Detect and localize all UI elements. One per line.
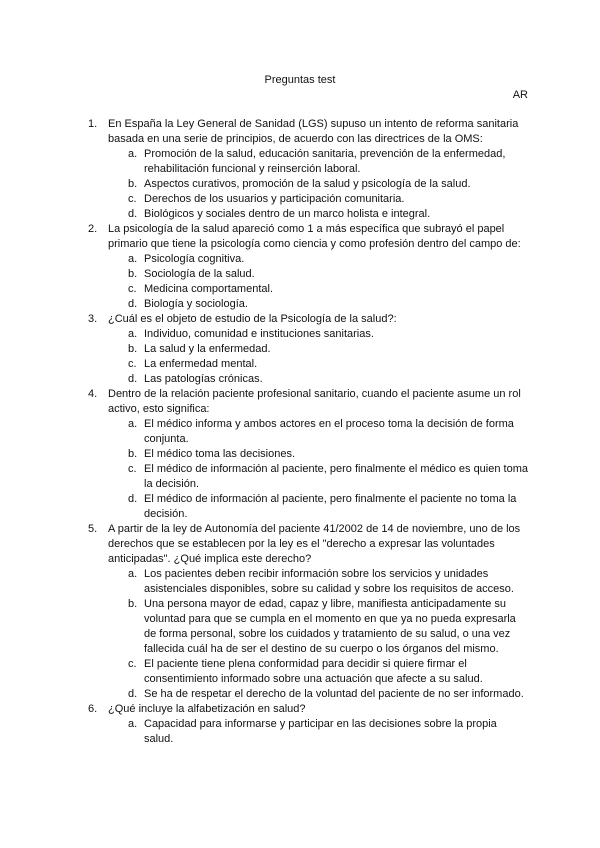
option-letter: b. [128,268,138,280]
option-list [128,567,528,702]
option-text: El médico de información al paciente, pero finalmente el médico es quien toma la decisión. [144,463,528,490]
option-letter: a. [128,148,138,160]
question-text: ¿Qué incluye la alfabetización en salud? [108,703,306,715]
question-number: 6. [88,703,98,715]
option-d [128,492,528,522]
author-initials: AR [512,89,528,101]
option-b [128,177,528,192]
option-text: Psicología cognitiva. [144,253,245,265]
document-title: Preguntas test [264,74,336,86]
option-b [128,267,528,282]
option-letter: d. [128,493,138,505]
option-a [128,327,528,342]
option-letter: a. [128,718,138,730]
question-number: 2. [88,223,98,235]
option-text: Individuo, comunidad e instituciones sanitarias. [144,328,374,340]
question-text: Dentro de la relación paciente profesional sanitario, cuando el paciente asume un rol activo, esto significa: [108,388,521,415]
option-letter: c. [128,658,137,670]
option-letter: d. [128,373,138,385]
option-list [128,417,528,522]
option-a [128,252,528,267]
question-text: En España la Ley General de Sanidad (LGS) supuso un intento de reforma sanitaria basada en una serie de principios, de acuerdo con las directrices de la OMS: [108,118,519,145]
option-list [128,147,528,222]
option-letter: b. [128,598,138,610]
question-1 [88,117,528,222]
question-list [88,117,528,747]
question-number: 1. [88,118,98,130]
option-d [128,687,528,702]
option-b [128,447,528,462]
question-text: ¿Cuál es el objeto de estudio de la Psicología de la salud?: [108,313,397,325]
option-list [128,327,528,387]
option-text: Promoción de la salud, educación sanitaria, prevención de la enfermedad, rehabilitación funcional y reinserción laboral. [144,148,506,175]
question-5 [88,522,528,702]
option-text: Biológicos y sociales dentro de un marco holista e integral. [144,208,431,220]
option-text: Una persona mayor de edad, capaz y libre, manifiesta anticipadamente su voluntad para que se cumpla en el momento en que ya no pueda expresarla de forma personal, sobre los cuidados y tratamiento de su salud, o una vez fallecida cuál ha de ser el destino de su cuerpo o los órganos del mismo. [144,598,516,655]
option-text: Biología y sociología. [144,298,248,310]
option-list [128,717,528,747]
option-text: El médico de información al paciente, pero finalmente el paciente no toma la decisión. [144,493,517,520]
question-3 [88,312,528,387]
option-d [128,297,528,312]
option-letter: d. [128,298,138,310]
option-letter: a. [128,253,138,265]
option-letter: a. [128,328,138,340]
option-letter: b. [128,343,138,355]
question-4 [88,387,528,522]
option-text: Aspectos curativos, promoción de la salud y psicología de la salud. [144,178,471,190]
option-text: Los pacientes deben recibir información sobre los servicios y unidades asistenciales disponibles, sobre su calidad y sobre los requisitos de acceso. [144,568,514,595]
question-number: 4. [88,388,98,400]
option-text: Las patologías crónicas. [144,373,263,385]
option-text: La salud y la enfermedad. [144,343,271,355]
option-a [128,147,528,177]
option-letter: c. [128,358,137,370]
option-c [128,282,528,297]
option-c [128,462,528,492]
option-text: El médico informa y ambos actores en el proceso toma la decisión de forma conjunta. [144,418,514,445]
question-2 [88,222,528,312]
option-a [128,717,528,747]
option-d [128,372,528,387]
option-b [128,597,528,657]
option-letter: b. [128,178,138,190]
option-letter: b. [128,448,138,460]
option-c [128,192,528,207]
option-letter: a. [128,568,138,580]
option-b [128,342,528,357]
question-number: 5. [88,523,98,535]
question-text: La psicología de la salud apareció como 1 a más específica que subrayó el papel primario que tiene la psicología como ciencia y como profesión dentro del campo de: [108,223,521,250]
option-text: Se ha de respetar el derecho de la voluntad del paciente de no ser informado. [144,688,524,700]
question-6 [88,702,528,747]
option-list [128,252,528,312]
option-text: El paciente tiene plena conformidad para decidir si quiere firmar el consentimiento informado sobre una actuación que afecte a su salud. [144,658,483,685]
option-text: Capacidad para informarse y participar en las decisiones sobre la propia salud. [144,718,497,745]
question-number: 3. [88,313,98,325]
option-text: Sociología de la salud. [144,268,255,280]
option-c [128,357,528,372]
option-a [128,567,528,597]
option-letter: c. [128,463,137,475]
option-letter: c. [128,283,137,295]
option-a [128,417,528,447]
option-d [128,207,528,222]
option-text: Medicina comportamental. [144,283,274,295]
option-c [128,657,528,687]
option-text: El médico toma las decisiones. [144,448,296,460]
option-text: Derechos de los usuarios y participación comunitaria. [144,193,405,205]
option-letter: d. [128,208,138,220]
question-text: A partir de la ley de Autonomía del paciente 41/2002 de 14 de noviembre, uno de los derechos que se establecen por la ley es el "derecho a expresar las voluntades anticipadas". ¿Qué implica este derecho? [108,523,521,565]
option-letter: d. [128,688,138,700]
option-text: La enfermedad mental. [144,358,258,370]
option-letter: c. [128,193,137,205]
option-letter: a. [128,418,138,430]
